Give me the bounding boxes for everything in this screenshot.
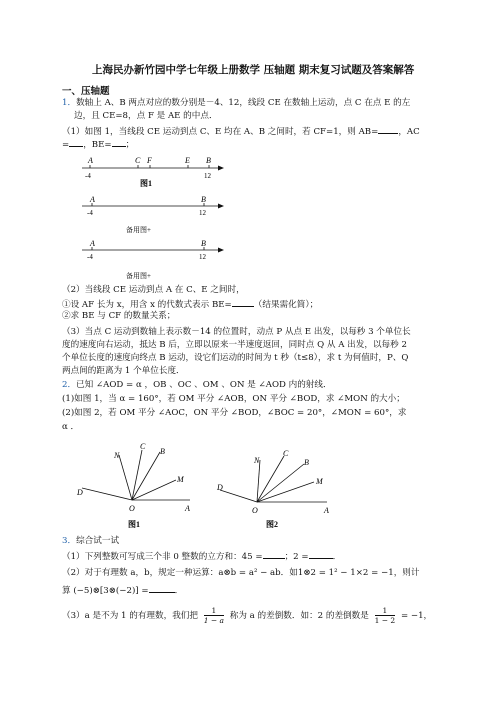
fraction-reciprocal-2: $\frac{1}{1 - 2}$ (374, 606, 396, 625)
q1-part2-a: ①设 AF 长为 x，用含 x 的代数式表示 BE= （结果需化简）； (62, 297, 318, 311)
point-label-b: B (201, 240, 206, 248)
tick-label-neg4: -4 (85, 172, 91, 180)
point-label-e: E (185, 156, 190, 165)
vertex-label-o: O (129, 504, 135, 513)
q1-part3-line1: （3）当点 C 运动到数轴上表示数－14 的位置时，动点 P 从点 E 出发，以每秒 3 个单位长 (62, 327, 411, 337)
q3-part2-line1: （2）对于有理数 a，b，规定一种运算：a⊗b = a² − ab．如1⊗2 = 1² − 1×2 = −1，则计 (62, 568, 420, 578)
point-label-a: A (90, 240, 95, 248)
q3-part1: （1）下列整数可写成三个非 0 整数的立方和：45 = ；2 = ． (62, 549, 341, 563)
ray-label-n: N (114, 451, 120, 460)
number-line-figure-3 (78, 240, 238, 282)
ray-label-b: B (160, 447, 165, 456)
q1-part1: （1）如图 1，当线段 CE 运动到点 C、E 均在 A、B 之间时，若 CF=1，则 AB= ，AC (62, 124, 420, 138)
q1-part3-line4: 两点间的距离为 1 个单位长度． (62, 366, 185, 376)
q1-part3-line2: 度的速度向右运动，抵达 B 后，立即以原来一半速度返回，同时点 Q 从 A 出发，以每秒 2 (62, 340, 407, 350)
q1-number: 1． (62, 98, 77, 108)
tick-label-12: 12 (199, 209, 206, 217)
ray-label-m: M (177, 475, 184, 484)
page-title: 上海民办新竹园中学七年级上册数学 压轴题 期末复习试题及答案解答 (92, 64, 415, 76)
angle-figure-1 (72, 440, 202, 532)
q1-part2: （2）当线段 CE 运动到点 A 在 C、E 之间时， (62, 285, 245, 295)
ray-label-b: B (304, 458, 309, 467)
point-label-b: B (206, 156, 211, 165)
figure-caption-spare-1: 备用图+ (126, 226, 151, 234)
point-label-a: A (88, 156, 93, 165)
ray-label-n: N (254, 456, 260, 465)
angle-figure-2 (212, 440, 342, 532)
point-label-a: A (90, 196, 95, 204)
figure-caption-spare-2: 备用图+ (126, 272, 151, 280)
tick-label-neg4: -4 (87, 253, 93, 261)
number-line-figure-1 (78, 150, 238, 192)
q3-heading: 3．综合试一试 (62, 536, 120, 546)
q2-line2: (1)如图 1，当 α = 160°，若 OM 平分 ∠AOB，ON 平分 ∠BOD，求 ∠MON 的大小； (62, 394, 405, 404)
number-line-figure-2 (78, 196, 238, 238)
section-heading: 一、压轴题 (62, 86, 110, 97)
vertex-label-o: O (252, 506, 258, 515)
q2-line3: (2)如图 2，若 OM 平分 ∠AOC，ON 平分 ∠BOD，∠BOC = 20°，∠MON = 60°，求 (62, 408, 407, 418)
q3-part2-line2: 算 (−5)⊗[3⊗(−2)] = ． (62, 583, 183, 597)
point-label-c: C (135, 156, 141, 165)
angle-figure-caption-2: 图2 (266, 520, 278, 529)
q3-number: 3． (62, 536, 77, 546)
q1-part2-b: ②求 BE 与 CF 的数量关系； (62, 311, 176, 321)
point-label-b: B (201, 196, 206, 204)
q2-number: 2． (62, 380, 77, 390)
point-label-f: F (147, 156, 152, 165)
fraction-reciprocal-a: $\frac{1}{1 - a}$ (203, 606, 225, 625)
angle-figure-caption-1: 图1 (128, 520, 140, 529)
ray-label-c: C (140, 442, 146, 451)
q1-part1-cont: = ，BE= ； (62, 137, 134, 151)
tick-label-neg4: -4 (87, 209, 93, 217)
q2-line1: 2．已知 ∠AOD = α ，OB 、OC 、OM 、ON 是 ∠AOD 内的射线． (62, 380, 332, 390)
tick-label-12: 12 (199, 253, 206, 261)
q1-line2: 边，且 CE=8，点 F 是 AE 的中点． (74, 111, 218, 121)
q1-part3-line3: 个单位长度的速度向终点 B 运动，设它们运动的时间为 t 秒（t≤8），求 t 为何值时，P、Q (62, 353, 409, 363)
ray-label-a: A (185, 504, 190, 513)
ray-label-a: A (324, 506, 329, 515)
q1-line1: 1．数轴上 A、B 两点对应的数分别是－4、12，线段 CE 在数轴上运动，点 C 在点 E 的左 (62, 98, 411, 108)
tick-label-12: 12 (204, 172, 211, 180)
q2-line4: α ． (62, 422, 80, 432)
q3-part3: （3）a 是不为 1 的有理数，我们把 $\frac{1}{1 - a}$ 称为 a 的差倒数．如：2 的差倒数是 $\frac{1}{1 - 2}$ = −1， (62, 606, 433, 625)
figure-caption-1: 图1 (140, 179, 152, 188)
ray-label-d: D (77, 488, 83, 497)
ray-label-m: M (316, 477, 323, 486)
ray-label-d: D (217, 483, 223, 492)
ray-label-c: C (283, 449, 289, 458)
